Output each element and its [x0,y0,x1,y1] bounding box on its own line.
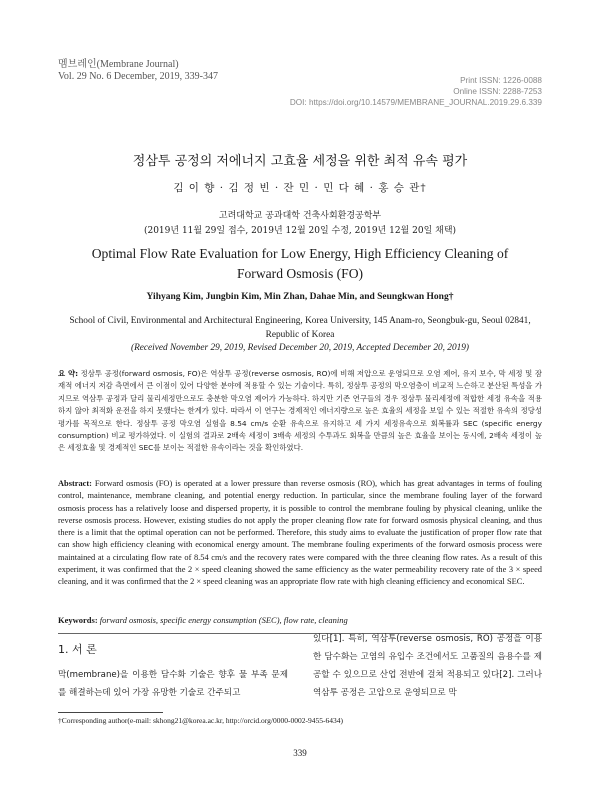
title-korean: 정삼투 공정의 저에너지 고효율 세정을 위한 최적 유속 평가 [132,154,468,169]
authors-english: Yihyang Kim, Jungbin Kim, Min Zhan, Dahae Min, and Seungkwan Hong† [146,292,454,302]
doi: DOI: https://doi.org/10.14579/MEMBRANE_JOURNAL.2019.29.6.339 [289,98,542,107]
abstract-korean-text: 정삼투 공정(forward osmosis, FO)은 역삼투 공정(reverse osmosis, RO)에 비해 저압으로 운영되므로 오염 제어, 유지 보수, 막 세정 및 잠재적 에너지 저감 측면에서 큰 이점이 있어 다양한 분야에 적용할 수 있는 기술이다. 특히, 정삼투 공정의 막오염층이 비교적 느슨하고 분산된 특성을 가지므로 역삼투 공정과 달리 물리세정만으로도 충분한 막오염 제어가 가능하다. 하지만 기존 연구들의 경우 정삼투 물리세정에 적합한 세정 유속을 적용하지 않아 최적화 운전을 하지 못했다는 한계가 있다. 따라서 이 연구는 경제적인 에너지량으로 높은 효율의 세정을 보일 수 있는 적절한 유속의 정당성 평가를 목적으로 한다. 정삼투 공정 막오염 실험을 8.54 cm/s 순환 유속으로 유지하고 세 가지 세정유속으로 회복률과 SEC (specific energy consumption) 비교 평가하였다. 이 실험의 결과로 2배속 세정이 3배속 세정의 수투과도 회복을 만큼의 높은 효율을 보이는 동시에, 2배속 세정이 높은 세정효율 및 경제적인 SEC를 보이는 적절한 유속이라는 것을 확인하였다. [58,369,542,453]
affiliation-english [30,314,570,342]
affiliation-english-line2: Republic of Korea [265,330,335,340]
abstract-english-text: Forward osmosis (FO) is operated at a lower pressure than reverse osmosis (RO), which has great advantages in terms of fouling control, maintenance, membrane cleaning, and potential energy reduction. In particular, since the membrane fouling layer of the forward osmosis process has a relatively loose and dispersed property, it is possible to control the membrane fouling by physical cleaning, unlike the reverse osmosis process. However, existing studies do not apply the proper cleaning flow rate for forward osmosis physical cleaning, and thus there is a limit that the optimal operation can not be performed. Therefore, this study aims to evaluate the justification of proper flow rate that can show high efficiency cleaning with economical energy amount. The membrane fouling experiments of the forward osmosis process were maintained at a circulating flow rate of 8.54 cm/s and the recovery rates were compared with the three cleaning flow rates. As a result of this experiment, it was confirmed that the 2 × speed cleaning showed the same efficiency as the water permeability recovery rate of the 3 × speed cleaning, and it was confirmed that the 2 × speed cleaning was an appropriate flow rate with high cleaning efficiency and economical SEC. [58,479,542,587]
dates-korean: (2019년 11월 29일 접수, 2019년 12월 20일 수정, 2019년 12월 20일 채택) [143,226,457,236]
affiliation-english-line1: School of Civil, Environmental and Architectural Engineering, Korea University, 145 Anam-ro, Seongbuk-gu, Seoul 02841, [69,316,531,326]
online-issn: Online ISSN: 2288-7253 [453,87,542,96]
abstract-korean [58,368,542,455]
keywords [58,615,542,625]
abstract-english-label: Abstract: [58,479,92,488]
journal-issue: Vol. 29 No. 6 December, 2019, 339-347 [58,71,218,82]
footnote: †Corresponding author(e-mail: skhong21@korea.ac.kr, http://orcid.org/0000-0002-9455-6434) [58,716,343,725]
title-english-line1: Optimal Flow Rate Evaluation for Low Energy, High Efficiency Cleaning of [91,246,509,261]
section-heading: 1. 서 론 [58,643,97,656]
body-left-column: 막(membrane)을 이용한 담수화 기술은 향후 물 부족 문제를 해결하는데 있어 가장 유망한 기술로 간주되고 [58,670,288,698]
title-english-line2: Forward Osmosis (FO) [236,266,364,281]
abstract-korean-label: 요 약: [58,369,79,378]
keywords-label: Keywords: [58,615,98,625]
keywords-text: forward osmosis, specific energy consumption (SEC), flow rate, cleaning [99,615,348,625]
page-number: 339 [293,748,307,758]
title-english [40,244,560,284]
print-issn: Print ISSN: 1226-0088 [460,76,542,85]
footnote-divider [58,712,163,713]
affiliation-korean: 고려대학교 공과대학 건축사회환경공학부 [218,211,382,221]
authors-korean: 김 이 향 · 김 정 빈 · 잔 민 · 민 다 혜 · 홍 승 관† [173,182,427,194]
body-right-column: 있다[1]. 특히, 역삼투(reverse osmosis, RO) 공정을 이용한 담수화는 고염의 유입수 조건에서도 고품질의 음용수를 제공할 수 있으므로 산업 전반에 걸쳐 적용되고 있다[2]. 그러나 역삼투 공정은 고압으로 운영되므로 막 [313,634,542,698]
journal-name: 멤브레인(Membrane Journal) [58,59,179,70]
dates-english: (Received November 29, 2019, Revised December 20, 2019, Accepted December 20, 2019) [130,343,469,353]
abstract-english [58,478,542,589]
